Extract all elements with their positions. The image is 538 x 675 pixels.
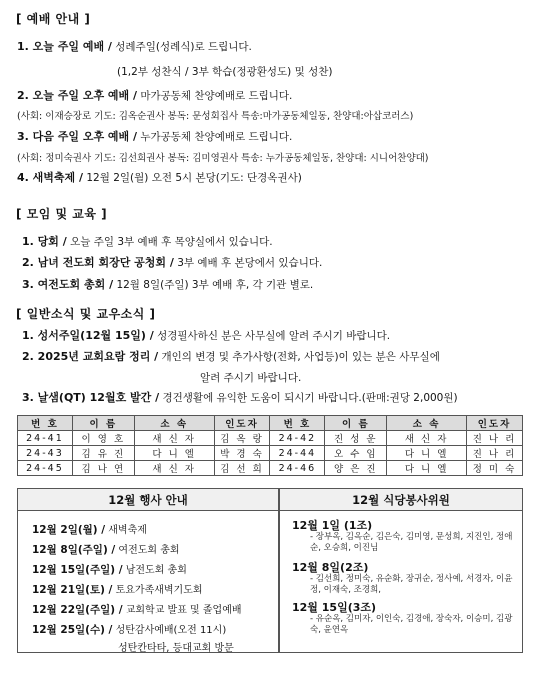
duty-group-names: - 유순옥, 김미자, 이인숙, 김경애, 장숙자, 이승미, 김광숙, 윤연옥 bbox=[310, 614, 513, 635]
member-name: 오 수 임 bbox=[325, 446, 387, 461]
worship-item-4: 4. 새벽축제 / 12월 2일(월) 오전 5시 본당(기도: 단경옥권사) bbox=[17, 171, 302, 184]
event-item: 12월 15일(주일) / 남전도회 총회 bbox=[32, 564, 187, 576]
duty-group-date: 12월 8일(2조) bbox=[292, 561, 369, 574]
event-item: 12월 2일(월) / 새벽축제 bbox=[32, 524, 147, 536]
header-group: 소 속 bbox=[387, 416, 467, 431]
member-name: 김 나 연 bbox=[72, 461, 134, 476]
member-guide: 진 나 리 bbox=[467, 446, 523, 461]
member-group: 다 니 엘 bbox=[387, 461, 467, 476]
header-name: 이 름 bbox=[325, 416, 387, 431]
news-item-1: 1. 성서주일(12월 15일) / 성경필사하신 분은 사무실에 알려 주시기 바랍니다. bbox=[22, 329, 391, 342]
meeting-item-2: 2. 남녀 전도회 회장단 공청회 / 3부 예배 후 본당에서 있습니다. bbox=[22, 256, 323, 269]
member-number: 24-44 bbox=[270, 446, 325, 461]
news-item-2: 2. 2025년 교회요람 정리 / 개인의 변경 및 추가사항(전화, 사업등)이 있는 분은 사무실에 bbox=[22, 350, 440, 363]
member-number: 24-42 bbox=[270, 431, 325, 446]
member-guide: 김 선 희 bbox=[214, 461, 270, 476]
member-number: 24-43 bbox=[18, 446, 73, 461]
duty-group-names: - 김선희, 정미숙, 유순화, 장귀순, 정사예, 서경자, 이윤정, 이재숙, 조경희, bbox=[310, 574, 513, 595]
member-name: 김 유 진 bbox=[72, 446, 134, 461]
kitchen-duty-box bbox=[279, 488, 523, 653]
duty-group-names: - 장부옥, 김옥순, 김은숙, 김미영, 문성희, 지진인, 정애순, 오승희, 이진님 bbox=[310, 532, 513, 553]
event-item: 12월 8일(주일) / 여전도회 총회 bbox=[32, 544, 180, 556]
member-group: 새 신 자 bbox=[134, 461, 214, 476]
news-item-2-detail: 알려 주시기 바랍니다. bbox=[200, 372, 302, 384]
worship-item-1: 1. 오늘 주일 예배 / 성례주일(성례식)로 드립니다. bbox=[17, 40, 252, 53]
member-number: 24-41 bbox=[18, 431, 73, 446]
member-number: 24-46 bbox=[270, 461, 325, 476]
member-group: 다 니 엘 bbox=[387, 446, 467, 461]
meeting-item-1: 1. 당회 / 오늘 주일 3부 예배 후 목양실에서 있습니다. bbox=[22, 235, 273, 248]
member-guide: 진 나 리 bbox=[467, 431, 523, 446]
event-item: 12월 21일(토) / 토요가족새벽기도회 bbox=[32, 584, 203, 596]
meeting-item-3: 3. 여전도회 총회 / 12월 8일(주일) 3부 예배 후, 각 기관 별로. bbox=[22, 278, 314, 291]
new-members-table bbox=[17, 415, 523, 476]
header-guide: 인도자 bbox=[214, 416, 270, 431]
member-name: 이 영 호 bbox=[72, 431, 134, 446]
member-number: 24-45 bbox=[18, 461, 73, 476]
news-section-title: [ 일반소식 및 교우소식 ] bbox=[16, 307, 156, 321]
worship-item-1-detail: (1,2부 성찬식 / 3부 학습(정광환성도) 및 성찬) bbox=[117, 66, 333, 78]
member-group: 새 신 자 bbox=[387, 431, 467, 446]
member-guide: 박 경 숙 bbox=[214, 446, 270, 461]
header-guide: 인도자 bbox=[467, 416, 523, 431]
events-box-title: 12월 행사 안내 bbox=[18, 489, 278, 511]
event-item: 12월 22일(주일) / 교회학교 발표 및 졸업예배 bbox=[32, 604, 242, 616]
header-name: 이 름 bbox=[72, 416, 134, 431]
events-box bbox=[17, 488, 279, 653]
table-header-row bbox=[18, 416, 523, 431]
event-item-extra: 성탄칸타타, 등대교회 방문 bbox=[118, 643, 234, 654]
header-number: 번 호 bbox=[270, 416, 325, 431]
table-row bbox=[18, 461, 523, 476]
worship-section-title: [ 예배 안내 ] bbox=[16, 12, 91, 26]
table-row bbox=[18, 431, 523, 446]
member-group: 다 니 엘 bbox=[134, 446, 214, 461]
worship-item-2-detail: (사회: 이재승장로 기도: 김옥순권사 봉독: 문성회집사 특송:마가공동체일동, 찬양대:아삽코러스) bbox=[17, 111, 414, 122]
kitchen-duty-title: 12월 식당봉사위원 bbox=[280, 489, 522, 511]
member-guide: 김 옥 랑 bbox=[214, 431, 270, 446]
worship-item-3: 3. 다음 주일 오후 예배 / 누가공동체 찬양예배로 드립니다. bbox=[17, 130, 293, 143]
member-group: 새 신 자 bbox=[134, 431, 214, 446]
member-name: 양 은 진 bbox=[325, 461, 387, 476]
event-item: 12월 25일(수) / 성탄감사예배(오전 11시) bbox=[32, 624, 227, 636]
worship-item-2: 2. 오늘 주일 오후 예배 / 마가공동체 찬양예배로 드립니다. bbox=[17, 89, 293, 102]
news-item-3: 3. 날샘(QT) 12월호 발간 / 경건생활에 유익한 도움이 되시기 바랍니다.(판매:권당 2,000원) bbox=[22, 391, 458, 404]
header-group: 소 속 bbox=[134, 416, 214, 431]
duty-group-date: 12월 15일(3조) bbox=[292, 601, 377, 614]
duty-group-date: 12월 1일 (1조) bbox=[292, 519, 373, 532]
meeting-section-title: [ 모임 및 교육 ] bbox=[16, 207, 108, 221]
member-name: 진 성 운 bbox=[325, 431, 387, 446]
header-number: 번 호 bbox=[18, 416, 73, 431]
worship-item-3-detail: (사회: 정미숙권사 기도: 김선희권사 봉독: 김미영권사 특송: 누가공동체일동, 찬양대: 시니어찬양대) bbox=[17, 153, 429, 164]
member-guide: 정 미 숙 bbox=[467, 461, 523, 476]
table-row bbox=[18, 446, 523, 461]
